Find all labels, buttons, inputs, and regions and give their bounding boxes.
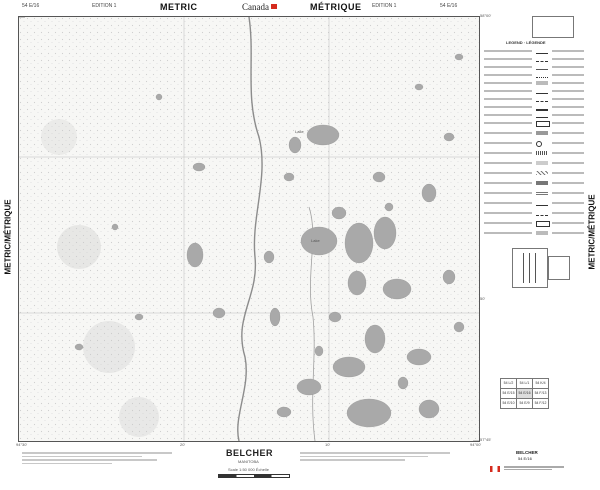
index-cell: 54 E/10 xyxy=(500,398,517,409)
lake-label: Lake xyxy=(295,129,304,134)
legend-bottom-title: BELCHER xyxy=(516,450,538,455)
legend-header-box xyxy=(532,16,574,38)
legend-title: LEGEND · LÉGENDE xyxy=(506,40,546,45)
lake-label: Lake xyxy=(311,238,320,243)
side-label-right: METRIC/MÉTRIQUE xyxy=(587,194,597,270)
map-scale: Scale 1:50 000 Échelle xyxy=(228,467,269,472)
corner-coordinate-bottom-left: 94°30' xyxy=(16,442,28,447)
map-drawing xyxy=(19,17,479,441)
index-cell: 54 L/2 xyxy=(500,378,517,389)
legend-panel xyxy=(482,16,584,461)
footer-notes-right xyxy=(300,450,450,472)
index-cell: 54 E/15 xyxy=(500,388,517,399)
edition-left: EDITION 1 xyxy=(92,3,117,9)
adjoining-sheets-diagram xyxy=(548,256,570,280)
index-cell: 54 K/4 xyxy=(532,378,549,389)
side-label-left: METRIC/MÉTRIQUE xyxy=(3,199,13,275)
canada-flag-icon xyxy=(490,466,500,472)
index-cell: 54 F/12 xyxy=(532,398,549,409)
corner-coordinate-top-right: 58°00' xyxy=(480,13,492,18)
declination-diagram xyxy=(512,248,548,288)
graticule-tick-20: 20' xyxy=(180,442,186,447)
canada-flag-icon xyxy=(271,4,277,9)
graticule-tick-10: 10' xyxy=(325,442,331,447)
corner-coordinate-bottom-right: 57°45' xyxy=(480,437,492,442)
topographic-map[interactable] xyxy=(18,16,480,442)
map-province: MANITOBA xyxy=(238,459,259,464)
index-cell: 54 E/16 xyxy=(516,388,533,399)
index-cell: 54 L/1 xyxy=(516,378,533,389)
index-cell: 54 F/13 xyxy=(532,388,549,399)
sheet-number-right: 54 E/16 xyxy=(440,3,458,9)
index-cell: 54 E/9 xyxy=(516,398,533,409)
sheet-number-left: 54 E/16 xyxy=(22,3,40,9)
legend-bottom-sheet: 54 E/16 xyxy=(518,456,532,461)
index-map xyxy=(500,378,548,408)
scale-bar xyxy=(218,474,290,478)
legend-rows xyxy=(484,50,584,240)
canada-wordmark xyxy=(242,2,277,12)
footer-notes-left xyxy=(22,450,172,472)
nrcan-wordmark xyxy=(504,465,564,473)
graticule-tick-50: 50' xyxy=(480,296,486,301)
map-title: BELCHER xyxy=(226,448,274,458)
edition-right: EDITION 1 xyxy=(372,3,397,9)
metric-label-left: METRIC xyxy=(160,2,198,12)
corner-coordinate-bottom-right-lon: 94°00' xyxy=(470,442,482,447)
metrique-label: MÉTRIQUE xyxy=(310,2,362,12)
canada-wordmark-text: Canada xyxy=(242,2,269,12)
